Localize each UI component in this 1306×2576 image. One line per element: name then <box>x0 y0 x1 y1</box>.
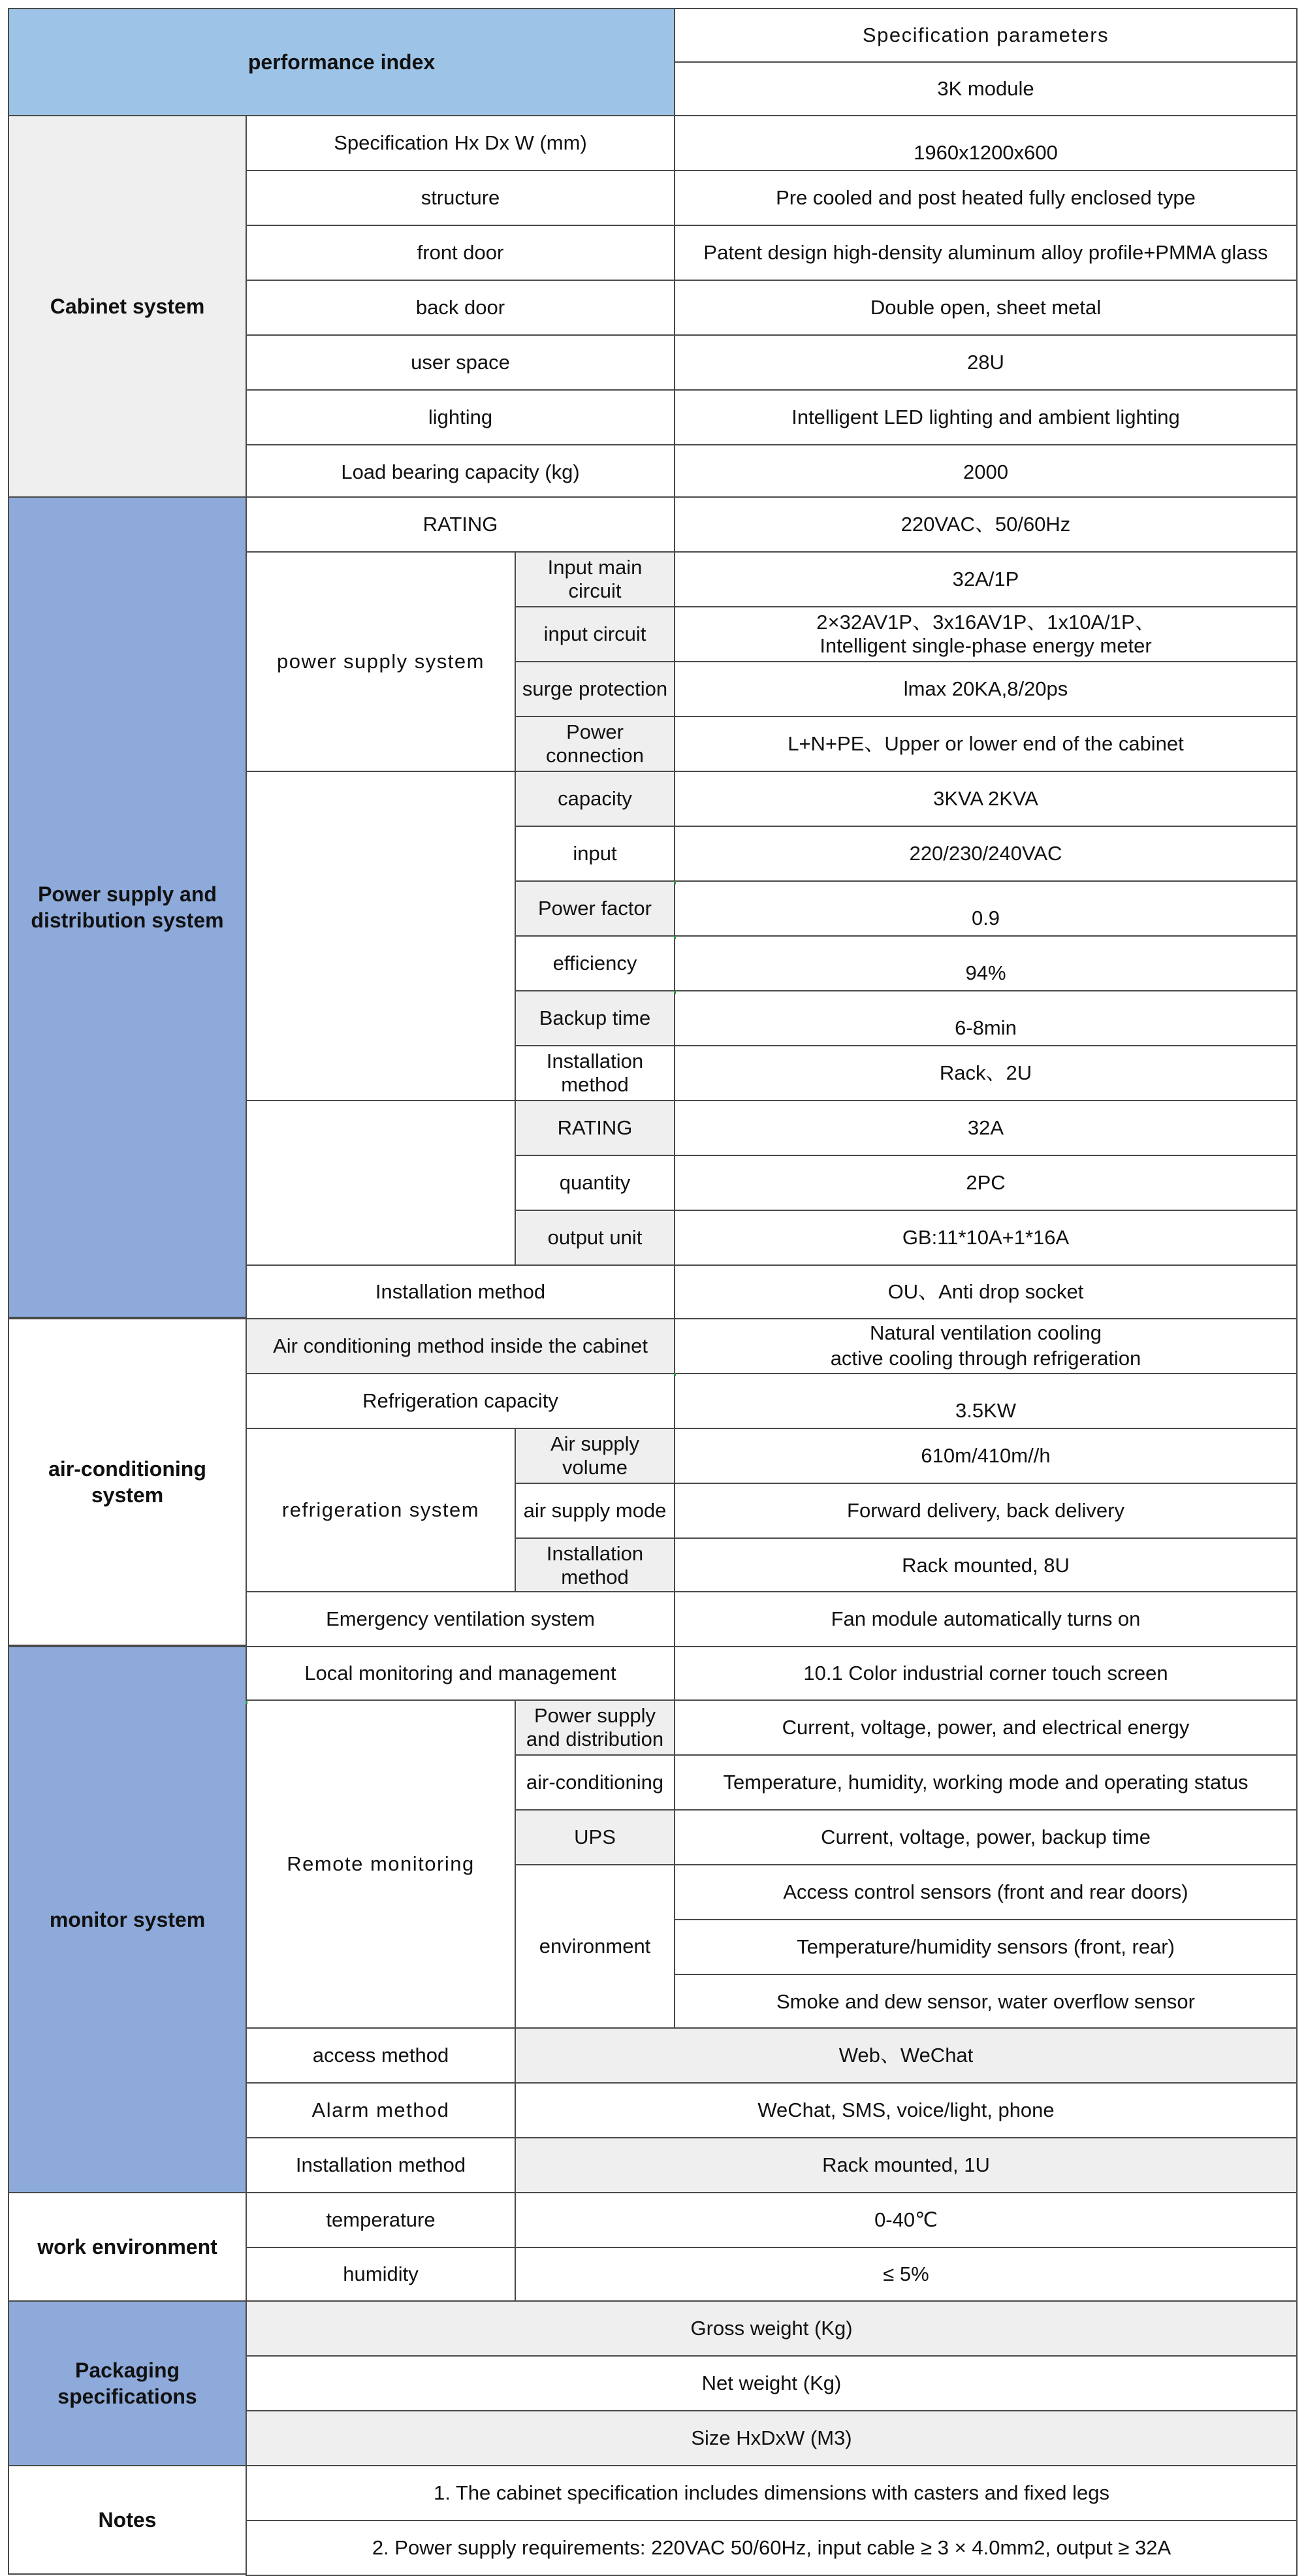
performance-index-header: performance index <box>8 8 675 116</box>
supply-row-label: input circuit <box>515 606 675 662</box>
supply-row-label: Input main circuit <box>515 551 675 607</box>
ups-row-label: efficiency <box>515 935 675 991</box>
power-supply-system-group: power supply system <box>246 551 516 772</box>
emergency-ventilation-label: Emergency ventilation system <box>246 1591 675 1647</box>
refrig-row-value: 610m/410m//h <box>674 1428 1298 1484</box>
work-environment-section: work environment <box>8 2192 247 2302</box>
alarm-method-value: WeChat, SMS, voice/light, phone <box>515 2082 1298 2138</box>
cabinet-row-value: 2000 <box>674 444 1298 500</box>
cabinet-row-value: Pre cooled and post heated fully enclosed type <box>674 170 1298 226</box>
ups-row-label: input <box>515 826 675 882</box>
supply-row-label: surge protection <box>515 661 675 717</box>
cabinet-row-value: 28U <box>674 334 1298 391</box>
module-header: 3K module <box>674 61 1298 116</box>
corner-mark <box>674 1373 676 1376</box>
notes-section: Notes <box>8 2465 247 2575</box>
local-monitoring-label: Local monitoring and management <box>246 1646 675 1701</box>
packaging-row: Gross weight (Kg) <box>246 2300 1298 2357</box>
refrigeration-capacity-value: 3.5KW <box>674 1373 1298 1429</box>
ups-row-value: 94% <box>674 935 1298 991</box>
cabinet-row-value: 1960x1200x600 <box>674 115 1298 171</box>
pdu-group <box>246 1100 516 1266</box>
corner-mark <box>674 936 676 939</box>
remote-row-label: air-conditioning <box>515 1754 675 1811</box>
aircon-method-label: Air conditioning method inside the cabinet <box>246 1318 675 1374</box>
refrig-row-value: Forward delivery, back delivery <box>674 1483 1298 1539</box>
note-row: 1. The cabinet specification includes dimensions with casters and fixed legs <box>246 2465 1298 2521</box>
air-conditioning-section: air-conditioning system <box>8 1318 247 1646</box>
cabinet-row-label: back door <box>246 280 675 336</box>
ups-row-value: 3KVA 2KVA <box>674 771 1298 827</box>
monitor-install-label: Installation method <box>246 2137 516 2193</box>
temperature-label: temperature <box>246 2192 516 2248</box>
cabinet-row-value: Double open, sheet metal <box>674 280 1298 336</box>
pdu-row-value: GB:11*10A+1*16A <box>674 1210 1298 1266</box>
refrig-row-value: Rack mounted, 8U <box>674 1538 1298 1594</box>
cabinet-row-label: structure <box>246 170 675 226</box>
remote-row-label: UPS <box>515 1809 675 1865</box>
cabinet-row-label: lighting <box>246 389 675 445</box>
cabinet-row-label: Load bearing capacity (kg) <box>246 444 675 500</box>
pdu-row-label: quantity <box>515 1155 675 1211</box>
power-rating-value: 220VAC、50/60Hz <box>674 496 1298 553</box>
power-rating-label: RATING <box>246 496 675 553</box>
supply-row-value: lmax 20KA,8/20ps <box>674 661 1298 717</box>
corner-mark <box>674 881 676 884</box>
cabinet-row-label: front door <box>246 225 675 281</box>
remote-row-value: Current, voltage, power, backup time <box>674 1809 1298 1865</box>
refrig-row-label: Air supply volume <box>515 1428 675 1484</box>
pdu-row-value: 2PC <box>674 1155 1298 1211</box>
pdu-row-value: 32A <box>674 1100 1298 1156</box>
alarm-method-label: Alarm method <box>246 2082 516 2138</box>
cabinet-row-value: Patent design high-density aluminum alloy profile+PMMA glass <box>674 225 1298 281</box>
ups-row-label: capacity <box>515 771 675 827</box>
ups-row-label: Installation method <box>515 1045 675 1101</box>
supply-row-value: 32A/1P <box>674 551 1298 607</box>
cabinet-row-label: Specification Hx Dx W (mm) <box>246 115 675 171</box>
ups-row-value: 6-8min <box>674 990 1298 1046</box>
remote-monitoring-group: Remote monitoring <box>246 1699 516 2029</box>
humidity-label: humidity <box>246 2247 516 2302</box>
environment-sensor-value: Smoke and dew sensor, water overflow sensor <box>674 1974 1298 2030</box>
ups-row-value: 220/230/240VAC <box>674 826 1298 882</box>
supply-row-value: L+N+PE、Upper or lower end of the cabinet <box>674 716 1298 772</box>
ups-group <box>246 771 516 1101</box>
refrigeration-capacity-label: Refrigeration capacity <box>246 1373 675 1429</box>
ups-row-label: Backup time <box>515 990 675 1046</box>
cabinet-row-value: Intelligent LED lighting and ambient lighting <box>674 389 1298 445</box>
pdu-row-label: output unit <box>515 1210 675 1266</box>
monitor-system-section: monitor system <box>8 1646 247 2193</box>
ups-row-label: Power factor <box>515 880 675 937</box>
environment-group: environment <box>515 1864 675 2029</box>
ups-row-value: Rack、2U <box>674 1045 1298 1101</box>
note-row: 2. Power supply requirements: 220VAC 50/60Hz, input cable ≥ 3 × 4.0mm2, output ≥ 32A <box>246 2520 1298 2576</box>
aircon-method-value: Natural ventilation cooling active cooling through refrigeration <box>674 1318 1298 1374</box>
access-method-label: access method <box>246 2027 516 2084</box>
local-monitoring-value: 10.1 Color industrial corner touch screen <box>674 1646 1298 1701</box>
remote-row-label: Power supply and distribution <box>515 1699 675 1756</box>
emergency-ventilation-value: Fan module automatically turns on <box>674 1591 1298 1647</box>
packaging-section: Packaging specifications <box>8 2300 247 2466</box>
temperature-value: 0-40℃ <box>515 2192 1298 2248</box>
access-method-value: Web、WeChat <box>515 2027 1298 2084</box>
humidity-value: ≤ 5% <box>515 2247 1298 2302</box>
specification-parameters-header: Specification parameters <box>674 8 1298 63</box>
environment-sensor-value: Temperature/humidity sensors (front, rear) <box>674 1919 1298 1975</box>
refrigeration-system-group: refrigeration system <box>246 1428 516 1592</box>
cabinet-system-section: Cabinet system <box>8 115 247 498</box>
remote-row-value: Temperature, humidity, working mode and operating status <box>674 1754 1298 1811</box>
ups-row-value: 0.9 <box>674 880 1298 937</box>
supply-row-label: Power connection <box>515 716 675 772</box>
cabinet-row-label: user space <box>246 334 675 391</box>
packaging-row: Net weight (Kg) <box>246 2355 1298 2411</box>
supply-row-value: 2×32AV1P、3x16AV1P、1x10A/1P、 Intelligent single-phase energy meter <box>674 606 1298 662</box>
environment-sensor-value: Access control sensors (front and rear doors) <box>674 1864 1298 1920</box>
packaging-row: Size HxDxW (M3) <box>246 2410 1298 2466</box>
power-install-label: Installation method <box>246 1264 675 1319</box>
corner-mark <box>674 991 676 994</box>
refrig-row-label: Installation method <box>515 1538 675 1594</box>
corner-mark <box>246 1701 247 1704</box>
monitor-install-value: Rack mounted, 1U <box>515 2137 1298 2193</box>
pdu-row-label: RATING <box>515 1100 675 1156</box>
refrig-row-label: air supply mode <box>515 1483 675 1539</box>
remote-row-value: Current, voltage, power, and electrical energy <box>674 1699 1298 1756</box>
power-install-value: OU、Anti drop socket <box>674 1264 1298 1319</box>
power-supply-section: Power supply and distribution system <box>8 496 247 1318</box>
